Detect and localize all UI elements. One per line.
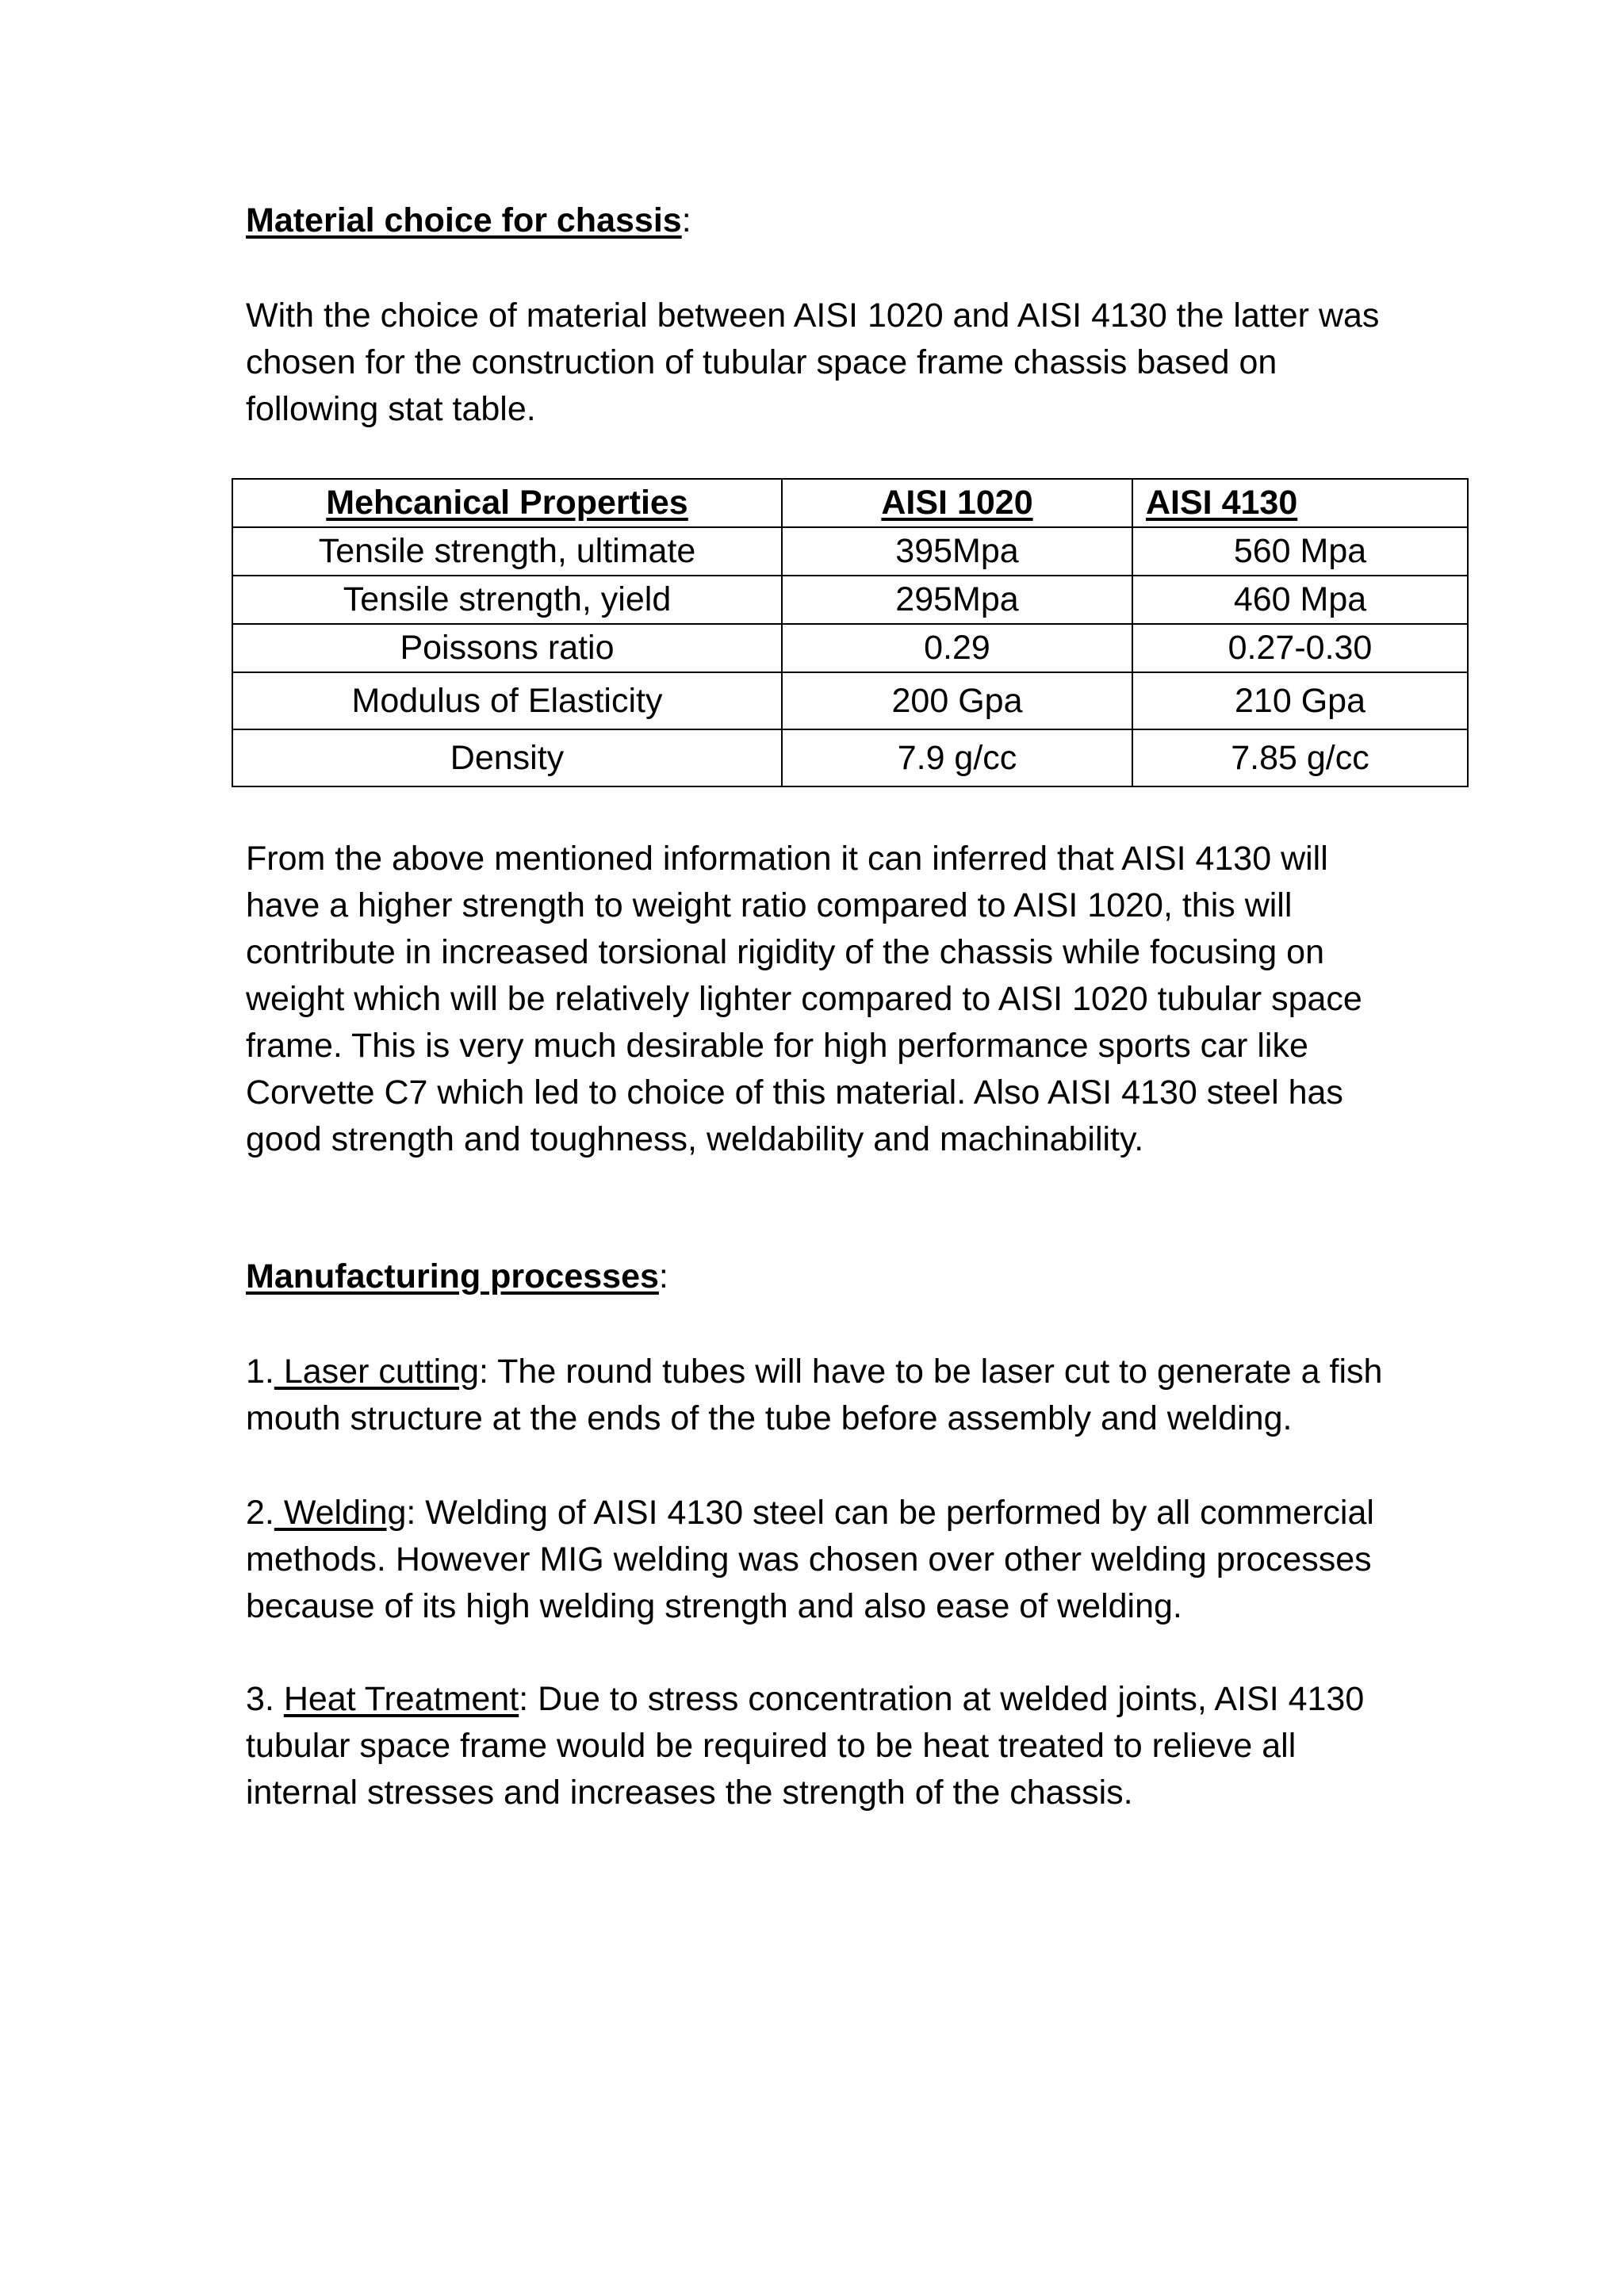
table-cell: 395Mpa xyxy=(782,527,1132,576)
item-title: Laser cutting xyxy=(274,1353,480,1391)
table-cell: 295Mpa xyxy=(782,576,1132,624)
table-cell: 210 Gpa xyxy=(1132,672,1468,729)
table-cell: 7.85 g/cc xyxy=(1132,729,1468,786)
table-cell: 560 Mpa xyxy=(1132,527,1468,576)
table-cell: 0.27-0.30 xyxy=(1132,624,1468,672)
analysis-line: weight which will be relatively lighter compared to AISI 1020 tubular space xyxy=(246,980,1362,1018)
table-header-cell xyxy=(1132,479,1468,527)
item-title: Heat Treatment xyxy=(283,1680,519,1718)
analysis-line: Corvette C7 which led to choice of this material. Also AISI 4130 steel has xyxy=(246,1073,1343,1112)
analysis-line: frame. This is very much desirable for high performance sports car like xyxy=(246,1027,1308,1065)
table-cell: 460 Mpa xyxy=(1132,576,1468,624)
table-cell: Tensile strength, yield xyxy=(232,576,782,624)
table-row xyxy=(232,527,1468,576)
process-item-laser-cutting xyxy=(246,1349,1435,1442)
section-heading-manufacturing-processes xyxy=(246,1253,1435,1300)
intro-line: chosen for the construction of tubular space frame chassis based on xyxy=(246,343,1277,381)
item-line: : Due to stress concentration at welded joints, AISI 4130 xyxy=(519,1680,1365,1718)
table-cell: 7.9 g/cc xyxy=(782,729,1132,786)
table-cell: Tensile strength, ultimate xyxy=(232,527,782,576)
table-cell: Poissons ratio xyxy=(232,624,782,672)
header-text: Mehcanical Properties xyxy=(326,484,688,522)
intro-line: With the choice of material between AISI 1020 and AISI 4130 the latter was xyxy=(246,297,1380,335)
analysis-paragraph xyxy=(246,836,1435,1163)
item-title: Welding xyxy=(274,1494,407,1532)
table-cell: Density xyxy=(232,729,782,786)
table-header-cell xyxy=(232,479,782,527)
section-heading-material-choice xyxy=(246,197,1435,244)
item-number: 3. xyxy=(246,1680,284,1718)
header-text: AISI 4130 xyxy=(1146,484,1298,522)
table-header-cell xyxy=(782,479,1132,527)
analysis-line: From the above mentioned information it can inferred that AISI 4130 will xyxy=(246,840,1328,878)
header-text: AISI 1020 xyxy=(881,484,1033,522)
mechanical-properties-table xyxy=(232,478,1469,787)
section-heading-text: Material choice for chassis xyxy=(246,201,682,239)
item-line: methods. However MIG welding was chosen over other welding processes xyxy=(246,1540,1372,1578)
item-line: internal stresses and increases the strength of the chassis. xyxy=(246,1774,1133,1812)
intro-paragraph xyxy=(246,293,1435,433)
item-line: because of its high welding strength and also ease of welding. xyxy=(246,1587,1182,1625)
intro-line: following stat table. xyxy=(246,390,536,428)
table-header-row xyxy=(232,479,1468,527)
item-line: : Welding of AISI 4130 steel can be performed by all commercial xyxy=(406,1494,1374,1532)
item-line: mouth structure at the ends of the tube before assembly and welding. xyxy=(246,1399,1293,1437)
table-row xyxy=(232,729,1468,786)
item-number: 2. xyxy=(246,1494,274,1532)
analysis-line: have a higher strength to weight ratio compared to AISI 1020, this will xyxy=(246,886,1293,924)
heading-colon: : xyxy=(658,1257,668,1295)
table-cell: 0.29 xyxy=(782,624,1132,672)
table-row xyxy=(232,576,1468,624)
item-line: : The round tubes will have to be laser cut to generate a fish xyxy=(479,1353,1383,1391)
heading-colon: : xyxy=(681,201,691,239)
section-heading-text: Manufacturing processes xyxy=(246,1257,659,1295)
table-cell: Modulus of Elasticity xyxy=(232,672,782,729)
process-item-heat-treatment xyxy=(246,1676,1435,1816)
table-cell: 200 Gpa xyxy=(782,672,1132,729)
analysis-line: contribute in increased torsional rigidity of the chassis while focusing on xyxy=(246,933,1325,971)
process-item-welding xyxy=(246,1490,1435,1630)
table-row xyxy=(232,624,1468,672)
table-row xyxy=(232,672,1468,729)
analysis-line: good strength and toughness, weldability and machinability. xyxy=(246,1120,1144,1158)
item-line: tubular space frame would be required to be heat treated to relieve all xyxy=(246,1727,1297,1765)
item-number: 1. xyxy=(246,1353,274,1391)
